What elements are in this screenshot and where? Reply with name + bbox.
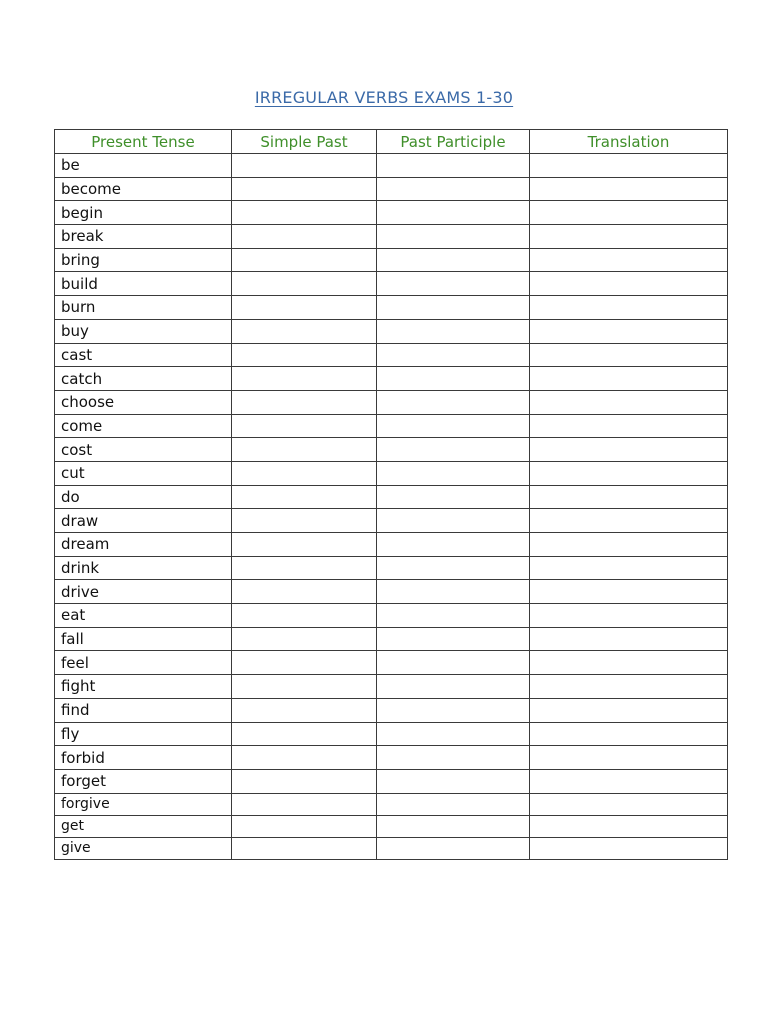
present-tense-cell: fall	[55, 627, 232, 651]
past-participle-cell[interactable]	[377, 272, 530, 296]
header-simple-past: Simple Past	[232, 130, 377, 154]
table-row	[55, 815, 728, 837]
verb-rows	[55, 154, 728, 860]
table-row	[55, 343, 728, 367]
translation-cell[interactable]	[530, 793, 728, 815]
present-tense-cell: cost	[55, 438, 232, 462]
present-tense-cell: be	[55, 154, 232, 178]
table-row	[55, 580, 728, 604]
simple-past-cell[interactable]	[232, 815, 377, 837]
translation-cell[interactable]	[530, 651, 728, 675]
table-row	[55, 390, 728, 414]
simple-past-cell[interactable]	[232, 509, 377, 533]
simple-past-cell[interactable]	[232, 698, 377, 722]
table-row	[55, 367, 728, 391]
table-row	[55, 177, 728, 201]
translation-cell[interactable]	[530, 225, 728, 249]
past-participle-cell[interactable]	[377, 746, 530, 770]
present-tense-cell: drive	[55, 580, 232, 604]
worksheet-title: IRREGULAR VERBS EXAMS 1-30	[254, 88, 514, 107]
translation-cell[interactable]	[530, 533, 728, 557]
past-participle-cell[interactable]	[377, 675, 530, 699]
simple-past-cell[interactable]	[232, 675, 377, 699]
simple-past-cell[interactable]	[232, 722, 377, 746]
simple-past-cell[interactable]	[232, 367, 377, 391]
translation-cell[interactable]	[530, 154, 728, 178]
translation-cell[interactable]	[530, 248, 728, 272]
simple-past-cell[interactable]	[232, 248, 377, 272]
present-tense-cell: do	[55, 485, 232, 509]
present-tense-cell: drink	[55, 556, 232, 580]
present-tense-cell: forgive	[55, 793, 232, 815]
past-participle-cell[interactable]	[377, 769, 530, 793]
translation-cell[interactable]	[530, 414, 728, 438]
simple-past-cell[interactable]	[232, 769, 377, 793]
present-tense-cell: choose	[55, 390, 232, 414]
simple-past-cell[interactable]	[232, 837, 377, 859]
present-tense-cell: build	[55, 272, 232, 296]
simple-past-cell[interactable]	[232, 533, 377, 557]
simple-past-cell[interactable]	[232, 746, 377, 770]
past-participle-cell[interactable]	[377, 509, 530, 533]
table-row	[55, 769, 728, 793]
table-row	[55, 154, 728, 178]
past-participle-cell[interactable]	[377, 201, 530, 225]
translation-cell[interactable]	[530, 201, 728, 225]
simple-past-cell[interactable]	[232, 627, 377, 651]
translation-cell[interactable]	[530, 580, 728, 604]
table-row	[55, 296, 728, 320]
present-tense-cell: catch	[55, 367, 232, 391]
translation-cell[interactable]	[530, 769, 728, 793]
translation-cell[interactable]	[530, 815, 728, 837]
translation-cell[interactable]	[530, 367, 728, 391]
translation-cell[interactable]	[530, 837, 728, 859]
past-participle-cell[interactable]	[377, 556, 530, 580]
simple-past-cell[interactable]	[232, 485, 377, 509]
table-row	[55, 533, 728, 557]
table-row	[55, 722, 728, 746]
header-past-participle: Past Participle	[377, 130, 530, 154]
translation-cell[interactable]	[530, 556, 728, 580]
present-tense-cell: break	[55, 225, 232, 249]
present-tense-cell: find	[55, 698, 232, 722]
table-row	[55, 793, 728, 815]
table-row	[55, 201, 728, 225]
simple-past-cell[interactable]	[232, 272, 377, 296]
translation-cell[interactable]	[530, 438, 728, 462]
past-participle-cell[interactable]	[377, 225, 530, 249]
translation-cell[interactable]	[530, 698, 728, 722]
table-row	[55, 248, 728, 272]
simple-past-cell[interactable]	[232, 319, 377, 343]
simple-past-cell[interactable]	[232, 556, 377, 580]
past-participle-cell[interactable]	[377, 367, 530, 391]
simple-past-cell[interactable]	[232, 461, 377, 485]
table-row	[55, 225, 728, 249]
table-header-row	[55, 130, 728, 154]
translation-cell[interactable]	[530, 509, 728, 533]
present-tense-cell: become	[55, 177, 232, 201]
present-tense-cell: draw	[55, 509, 232, 533]
past-participle-cell[interactable]	[377, 248, 530, 272]
irregular-verbs-table	[54, 129, 728, 860]
translation-cell[interactable]	[530, 343, 728, 367]
present-tense-cell: eat	[55, 604, 232, 628]
simple-past-cell[interactable]	[232, 793, 377, 815]
table-row	[55, 604, 728, 628]
present-tense-cell: fly	[55, 722, 232, 746]
present-tense-cell: forbid	[55, 746, 232, 770]
table-row	[55, 414, 728, 438]
simple-past-cell[interactable]	[232, 177, 377, 201]
past-participle-cell[interactable]	[377, 343, 530, 367]
simple-past-cell[interactable]	[232, 651, 377, 675]
present-tense-cell: burn	[55, 296, 232, 320]
present-tense-cell: cast	[55, 343, 232, 367]
table-row	[55, 746, 728, 770]
present-tense-cell: come	[55, 414, 232, 438]
past-participle-cell[interactable]	[377, 580, 530, 604]
present-tense-cell: dream	[55, 533, 232, 557]
past-participle-cell[interactable]	[377, 177, 530, 201]
past-participle-cell[interactable]	[377, 438, 530, 462]
past-participle-cell[interactable]	[377, 319, 530, 343]
translation-cell[interactable]	[530, 296, 728, 320]
simple-past-cell[interactable]	[232, 414, 377, 438]
simple-past-cell[interactable]	[232, 438, 377, 462]
present-tense-cell: get	[55, 815, 232, 837]
present-tense-cell: begin	[55, 201, 232, 225]
simple-past-cell[interactable]	[232, 343, 377, 367]
translation-cell[interactable]	[530, 722, 728, 746]
present-tense-cell: buy	[55, 319, 232, 343]
table-row	[55, 319, 728, 343]
table-row	[55, 485, 728, 509]
table-row	[55, 651, 728, 675]
translation-cell[interactable]	[530, 177, 728, 201]
present-tense-cell: feel	[55, 651, 232, 675]
past-participle-cell[interactable]	[377, 837, 530, 859]
past-participle-cell[interactable]	[377, 296, 530, 320]
table-row	[55, 461, 728, 485]
simple-past-cell[interactable]	[232, 390, 377, 414]
past-participle-cell[interactable]	[377, 698, 530, 722]
translation-cell[interactable]	[530, 627, 728, 651]
simple-past-cell[interactable]	[232, 201, 377, 225]
table-row	[55, 556, 728, 580]
table-row	[55, 627, 728, 651]
past-participle-cell[interactable]	[377, 390, 530, 414]
simple-past-cell[interactable]	[232, 296, 377, 320]
past-participle-cell[interactable]	[377, 793, 530, 815]
translation-cell[interactable]	[530, 746, 728, 770]
simple-past-cell[interactable]	[232, 604, 377, 628]
present-tense-cell: forget	[55, 769, 232, 793]
past-participle-cell[interactable]	[377, 485, 530, 509]
present-tense-cell: fight	[55, 675, 232, 699]
translation-cell[interactable]	[530, 461, 728, 485]
table-row	[55, 837, 728, 859]
translation-cell[interactable]	[530, 604, 728, 628]
present-tense-cell: bring	[55, 248, 232, 272]
translation-cell[interactable]	[530, 675, 728, 699]
translation-cell[interactable]	[530, 272, 728, 296]
table-row	[55, 272, 728, 296]
past-participle-cell[interactable]	[377, 461, 530, 485]
table-row	[55, 438, 728, 462]
present-tense-cell: give	[55, 837, 232, 859]
translation-cell[interactable]	[530, 390, 728, 414]
past-participle-cell[interactable]	[377, 414, 530, 438]
past-participle-cell[interactable]	[377, 533, 530, 557]
past-participle-cell[interactable]	[377, 627, 530, 651]
header-translation: Translation	[530, 130, 728, 154]
past-participle-cell[interactable]	[377, 651, 530, 675]
table-row	[55, 698, 728, 722]
table-row	[55, 675, 728, 699]
translation-cell[interactable]	[530, 319, 728, 343]
table-row	[55, 509, 728, 533]
translation-cell[interactable]	[530, 485, 728, 509]
past-participle-cell[interactable]	[377, 815, 530, 837]
present-tense-cell: cut	[55, 461, 232, 485]
header-present-tense: Present Tense	[55, 130, 232, 154]
simple-past-cell[interactable]	[232, 580, 377, 604]
past-participle-cell[interactable]	[377, 722, 530, 746]
simple-past-cell[interactable]	[232, 225, 377, 249]
past-participle-cell[interactable]	[377, 154, 530, 178]
past-participle-cell[interactable]	[377, 604, 530, 628]
simple-past-cell[interactable]	[232, 154, 377, 178]
